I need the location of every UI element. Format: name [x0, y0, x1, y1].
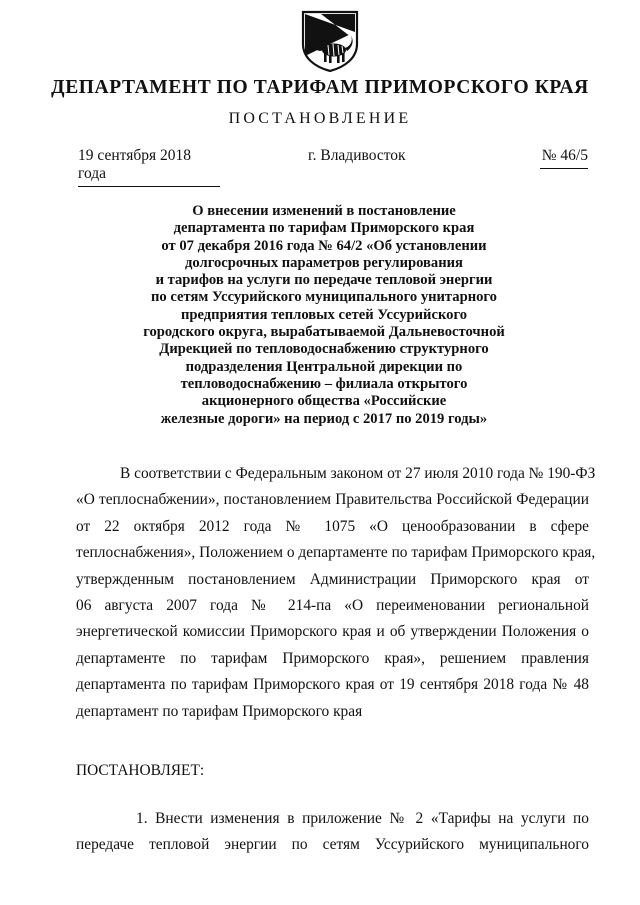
preamble-line: энергетической комиссии Приморского края и об утверждении Положения о: [76, 623, 589, 641]
subject-line: железные дороги» на период с 2017 по 2019 годы»: [160, 410, 488, 427]
department-title: ДЕПАРТАМЕНТ ПО ТАРИФАМ ПРИМОРСКОГО КРАЯ: [51, 77, 589, 98]
subject-line: и тарифов на услуги по передаче тепловой энергии: [155, 272, 493, 289]
subject-line: департамента по тарифам Приморского края: [173, 220, 475, 237]
subject-line: О внесении изменений в постановление: [192, 203, 456, 219]
item-line: 1. Внести изменения в приложение № 2 «Тарифы на услуги по: [136, 810, 589, 827]
resolution-item-1: [76, 806, 589, 859]
preamble-line: утвержденным постановлением Администрации Приморского края от: [76, 570, 589, 588]
decree-date: 19 сентября 2018 года: [78, 147, 220, 187]
preamble-line: департамент по тарифам Приморского края: [76, 702, 363, 720]
decree-subject: [118, 203, 530, 428]
subject-line: по сетям Уссурийского муниципального унитарного: [151, 289, 497, 306]
document-type-title: ПОСТАНОВЛЕНИЕ: [228, 110, 412, 127]
preamble-line: от 22 октября 2012 года № 1075 «О ценообразовании в сфере: [76, 517, 589, 535]
subject-line: акционерного общества «Российские: [201, 393, 447, 410]
subject-line: городского округа, вырабатываемой Дальневосточной: [143, 324, 505, 341]
subject-line: от 07 декабря 2016 года № 64/2 «Об установлении: [161, 237, 487, 254]
subject-line: долгосрочных параметров регулирования: [185, 254, 463, 271]
subject-line: подразделения Центральной дирекции по: [185, 358, 463, 375]
preamble-line: теплоснабжения», Положением о департаменте по тарифам Приморского края,: [76, 544, 596, 562]
coat-of-arms-emblem: [301, 10, 359, 72]
preamble-line: департамента по тарифам Приморского края от 19 сентября 2018 года № 48: [76, 676, 589, 694]
decree-city: г. Владивосток: [308, 147, 406, 164]
preamble-line: 06 августа 2007 года № 214-па «О переименовании региональной: [76, 596, 589, 614]
preamble-line: В соответствии с Федеральным законом от 27 июля 2010 года № 190-ФЗ: [120, 465, 596, 482]
preamble-line: «О теплоснабжении», постановлением Правительства Российской Федерации: [76, 491, 589, 509]
subject-line: Дирекцией по тепловодоснабжению структурного: [159, 341, 489, 358]
preamble-line: департаменте по тарифам Приморского края», решением правления: [76, 649, 589, 667]
decree-number: № 46/5: [540, 147, 588, 169]
subject-line: предприятия тепловых сетей Уссурийского: [180, 306, 468, 323]
item-line: передаче тепловой энергии по сетям Уссурийского муниципального: [76, 836, 589, 854]
resolves-heading: ПОСТАНОВЛЯЕТ:: [76, 762, 205, 779]
preamble-paragraph: [76, 461, 596, 725]
subject-line: тепловодоснабжению – филиала открытого: [180, 375, 468, 392]
